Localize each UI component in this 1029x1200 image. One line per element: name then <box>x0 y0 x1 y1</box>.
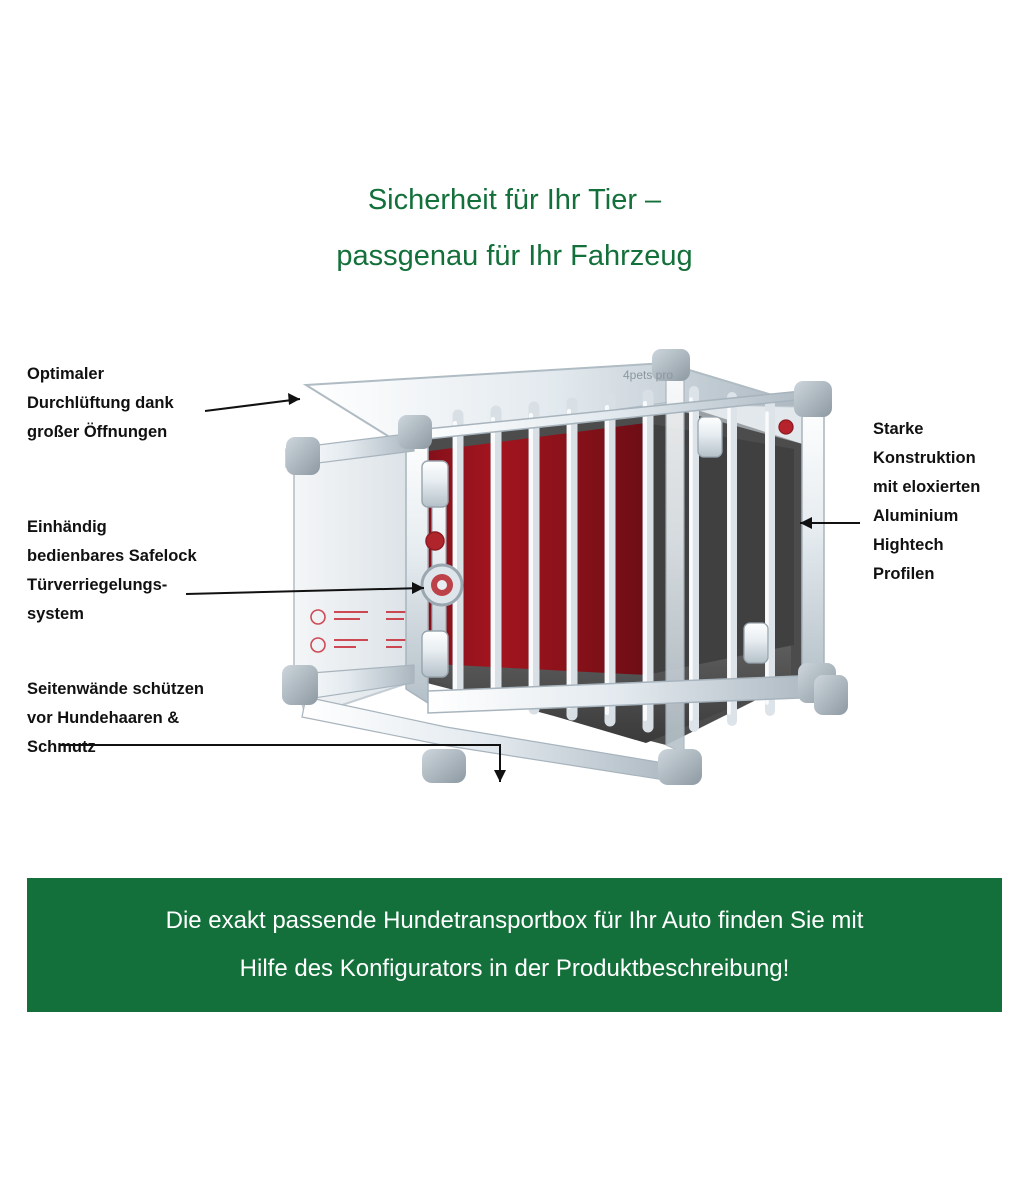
callout-construction-line-5: Hightech <box>873 536 944 554</box>
configurator-banner <box>27 878 1002 1012</box>
callout-safelock-line-1: Einhändig <box>27 518 107 536</box>
callout-construction-line-1: Starke <box>873 420 924 438</box>
callout-construction <box>873 415 1023 589</box>
banner-line-1: Die exakt passende Hundetransportbox für Ihr Auto finden Sie mit <box>165 907 864 934</box>
banner-line-2: Hilfe des Konfigurators in der Produktbeschreibung! <box>239 955 790 982</box>
callout-construction-line-6: Profilen <box>873 565 935 583</box>
callout-safelock-line-3: Türverriegelungs- <box>27 576 168 594</box>
callout-ventilation-line-3: großer Öffnungen <box>27 423 168 441</box>
brand-mark: 4pets pro <box>622 368 674 382</box>
callout-safelock-line-4: system <box>27 605 84 623</box>
callout-sidewalls-line-1: Seitenwände schützen <box>27 680 204 698</box>
callout-safelock <box>27 513 262 629</box>
callout-construction-line-2: Konstruktion <box>873 449 976 467</box>
callout-ventilation <box>27 360 257 447</box>
dog-crate-graphic <box>246 345 856 800</box>
page-title-line-2: passgenau für Ihr Fahrzeug <box>336 240 693 272</box>
callout-construction-line-4: Aluminium <box>873 507 959 525</box>
callout-sidewalls-line-3: Schmutz <box>27 738 96 756</box>
callout-sidewalls-line-2: vor Hundehaaren & <box>27 709 180 727</box>
callout-sidewalls <box>27 675 272 762</box>
product-illustration <box>246 345 856 800</box>
callout-safelock-line-2: bedienbares Safelock <box>27 547 197 565</box>
callout-construction-line-3: mit eloxierten <box>873 478 981 496</box>
page-title <box>0 172 1029 284</box>
callout-ventilation-line-1: Optimaler <box>27 365 105 383</box>
latch-release-button[interactable] <box>426 532 444 550</box>
page-title-line-1: Sicherheit für Ihr Tier – <box>367 184 662 216</box>
callout-ventilation-line-2: Durchlüftung dank <box>27 394 174 412</box>
